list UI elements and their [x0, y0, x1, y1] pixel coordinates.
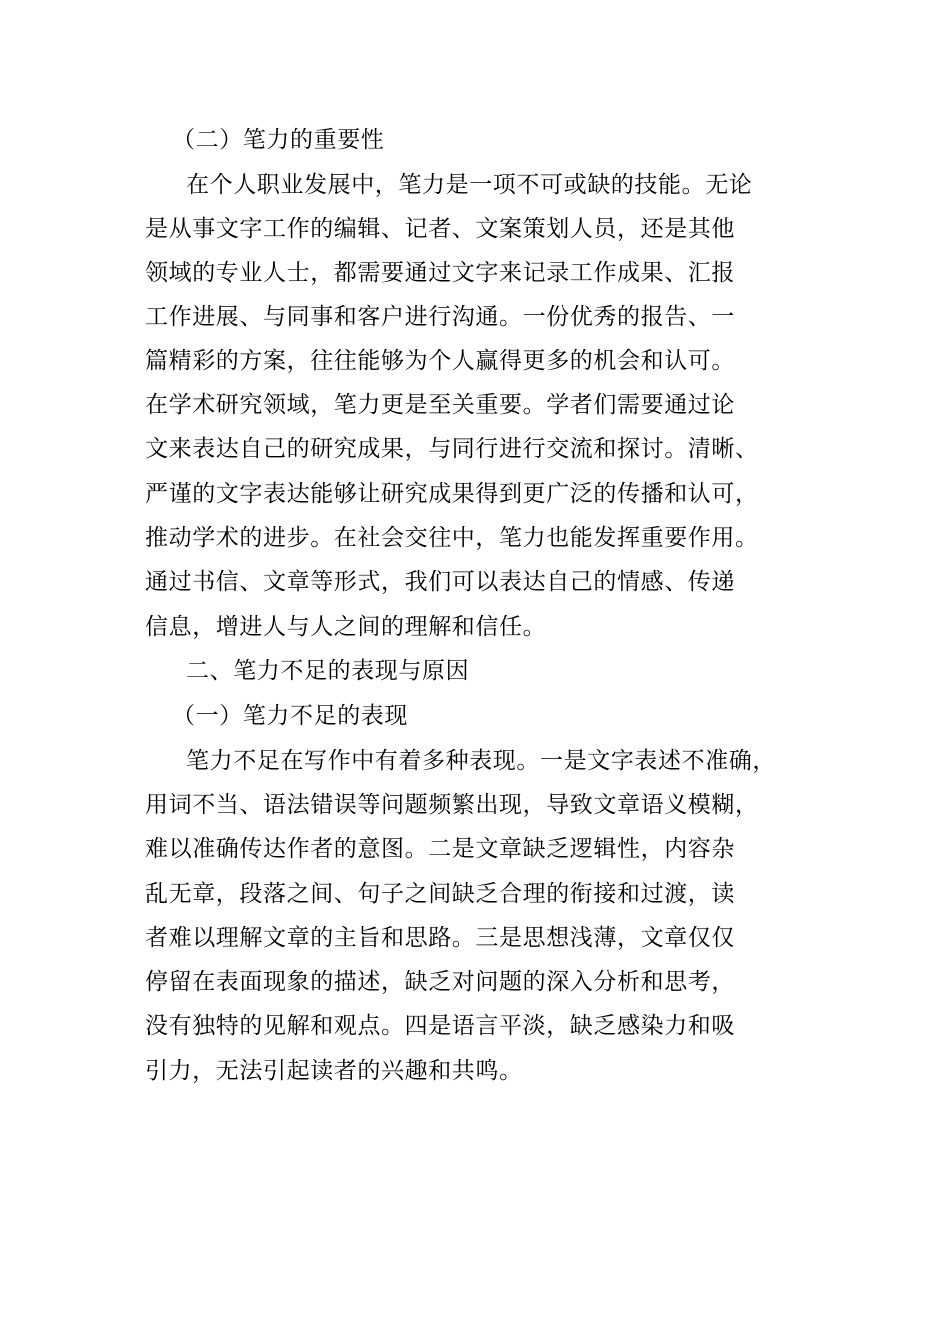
paragraph-line: 停留在表面现象的描述，缺乏对问题的深入分析和思考， — [145, 969, 735, 995]
paragraph-line: 通过书信、文章等形式，我们可以表达自己的情感、传递 — [145, 569, 735, 595]
subsection-heading-importance: （二）笔力的重要性 — [172, 127, 385, 153]
paragraph-line: 严谨的文字表达能够让研究成果得到更广泛的传播和认可， — [145, 481, 759, 507]
paragraph-line: 篇精彩的方案，往往能够为个人赢得更多的机会和认可。 — [145, 348, 735, 374]
paragraph-line: 者难以理解文章的主旨和思路。三是思想浅薄，文章仅仅 — [145, 925, 735, 951]
paragraph-line: 乱无章，段落之间、句子之间缺乏合理的衔接和过渡，读 — [145, 881, 735, 907]
paragraph-line: 引力，无法引起读者的兴趣和共鸣。 — [145, 1058, 523, 1084]
subsection-heading-manifestations: （一）笔力不足的表现 — [172, 703, 408, 729]
paragraph-line: 难以准确传达作者的意图。二是文章缺乏逻辑性，内容杂 — [145, 836, 735, 862]
paragraph-line: 没有独特的见解和观点。四是语言平淡，缺乏感染力和吸 — [145, 1013, 735, 1039]
paragraph-line: 领域的专业人士，都需要通过文字来记录工作成果、汇报 — [145, 260, 735, 286]
paragraph-line: 工作进展、与同事和客户进行沟通。一份优秀的报告、一 — [145, 304, 735, 330]
section-heading-shortcomings: 二、笔力不足的表现与原因 — [186, 658, 470, 684]
paragraph-line: 文来表达自己的研究成果，与同行进行交流和探讨。清晰、 — [145, 436, 759, 462]
paragraph-line: 是从事文字工作的编辑、记者、文案策划人员，还是其他 — [145, 216, 735, 242]
paragraph-line: 在学术研究领域，笔力更是至关重要。学者们需要通过论 — [145, 392, 735, 418]
paragraph-line: 笔力不足在写作中有着多种表现。一是文字表述不准确， — [186, 748, 776, 774]
paragraph-line: 信息，增进人与人之间的理解和信任。 — [145, 614, 547, 640]
paragraph-line: 在个人职业发展中，笔力是一项不可或缺的技能。无论 — [186, 172, 753, 198]
paragraph-line: 推动学术的进步。在社会交往中，笔力也能发挥重要作用。 — [145, 525, 759, 551]
paragraph-line: 用词不当、语法错误等问题频繁出现，导致文章语义模糊， — [145, 792, 759, 818]
